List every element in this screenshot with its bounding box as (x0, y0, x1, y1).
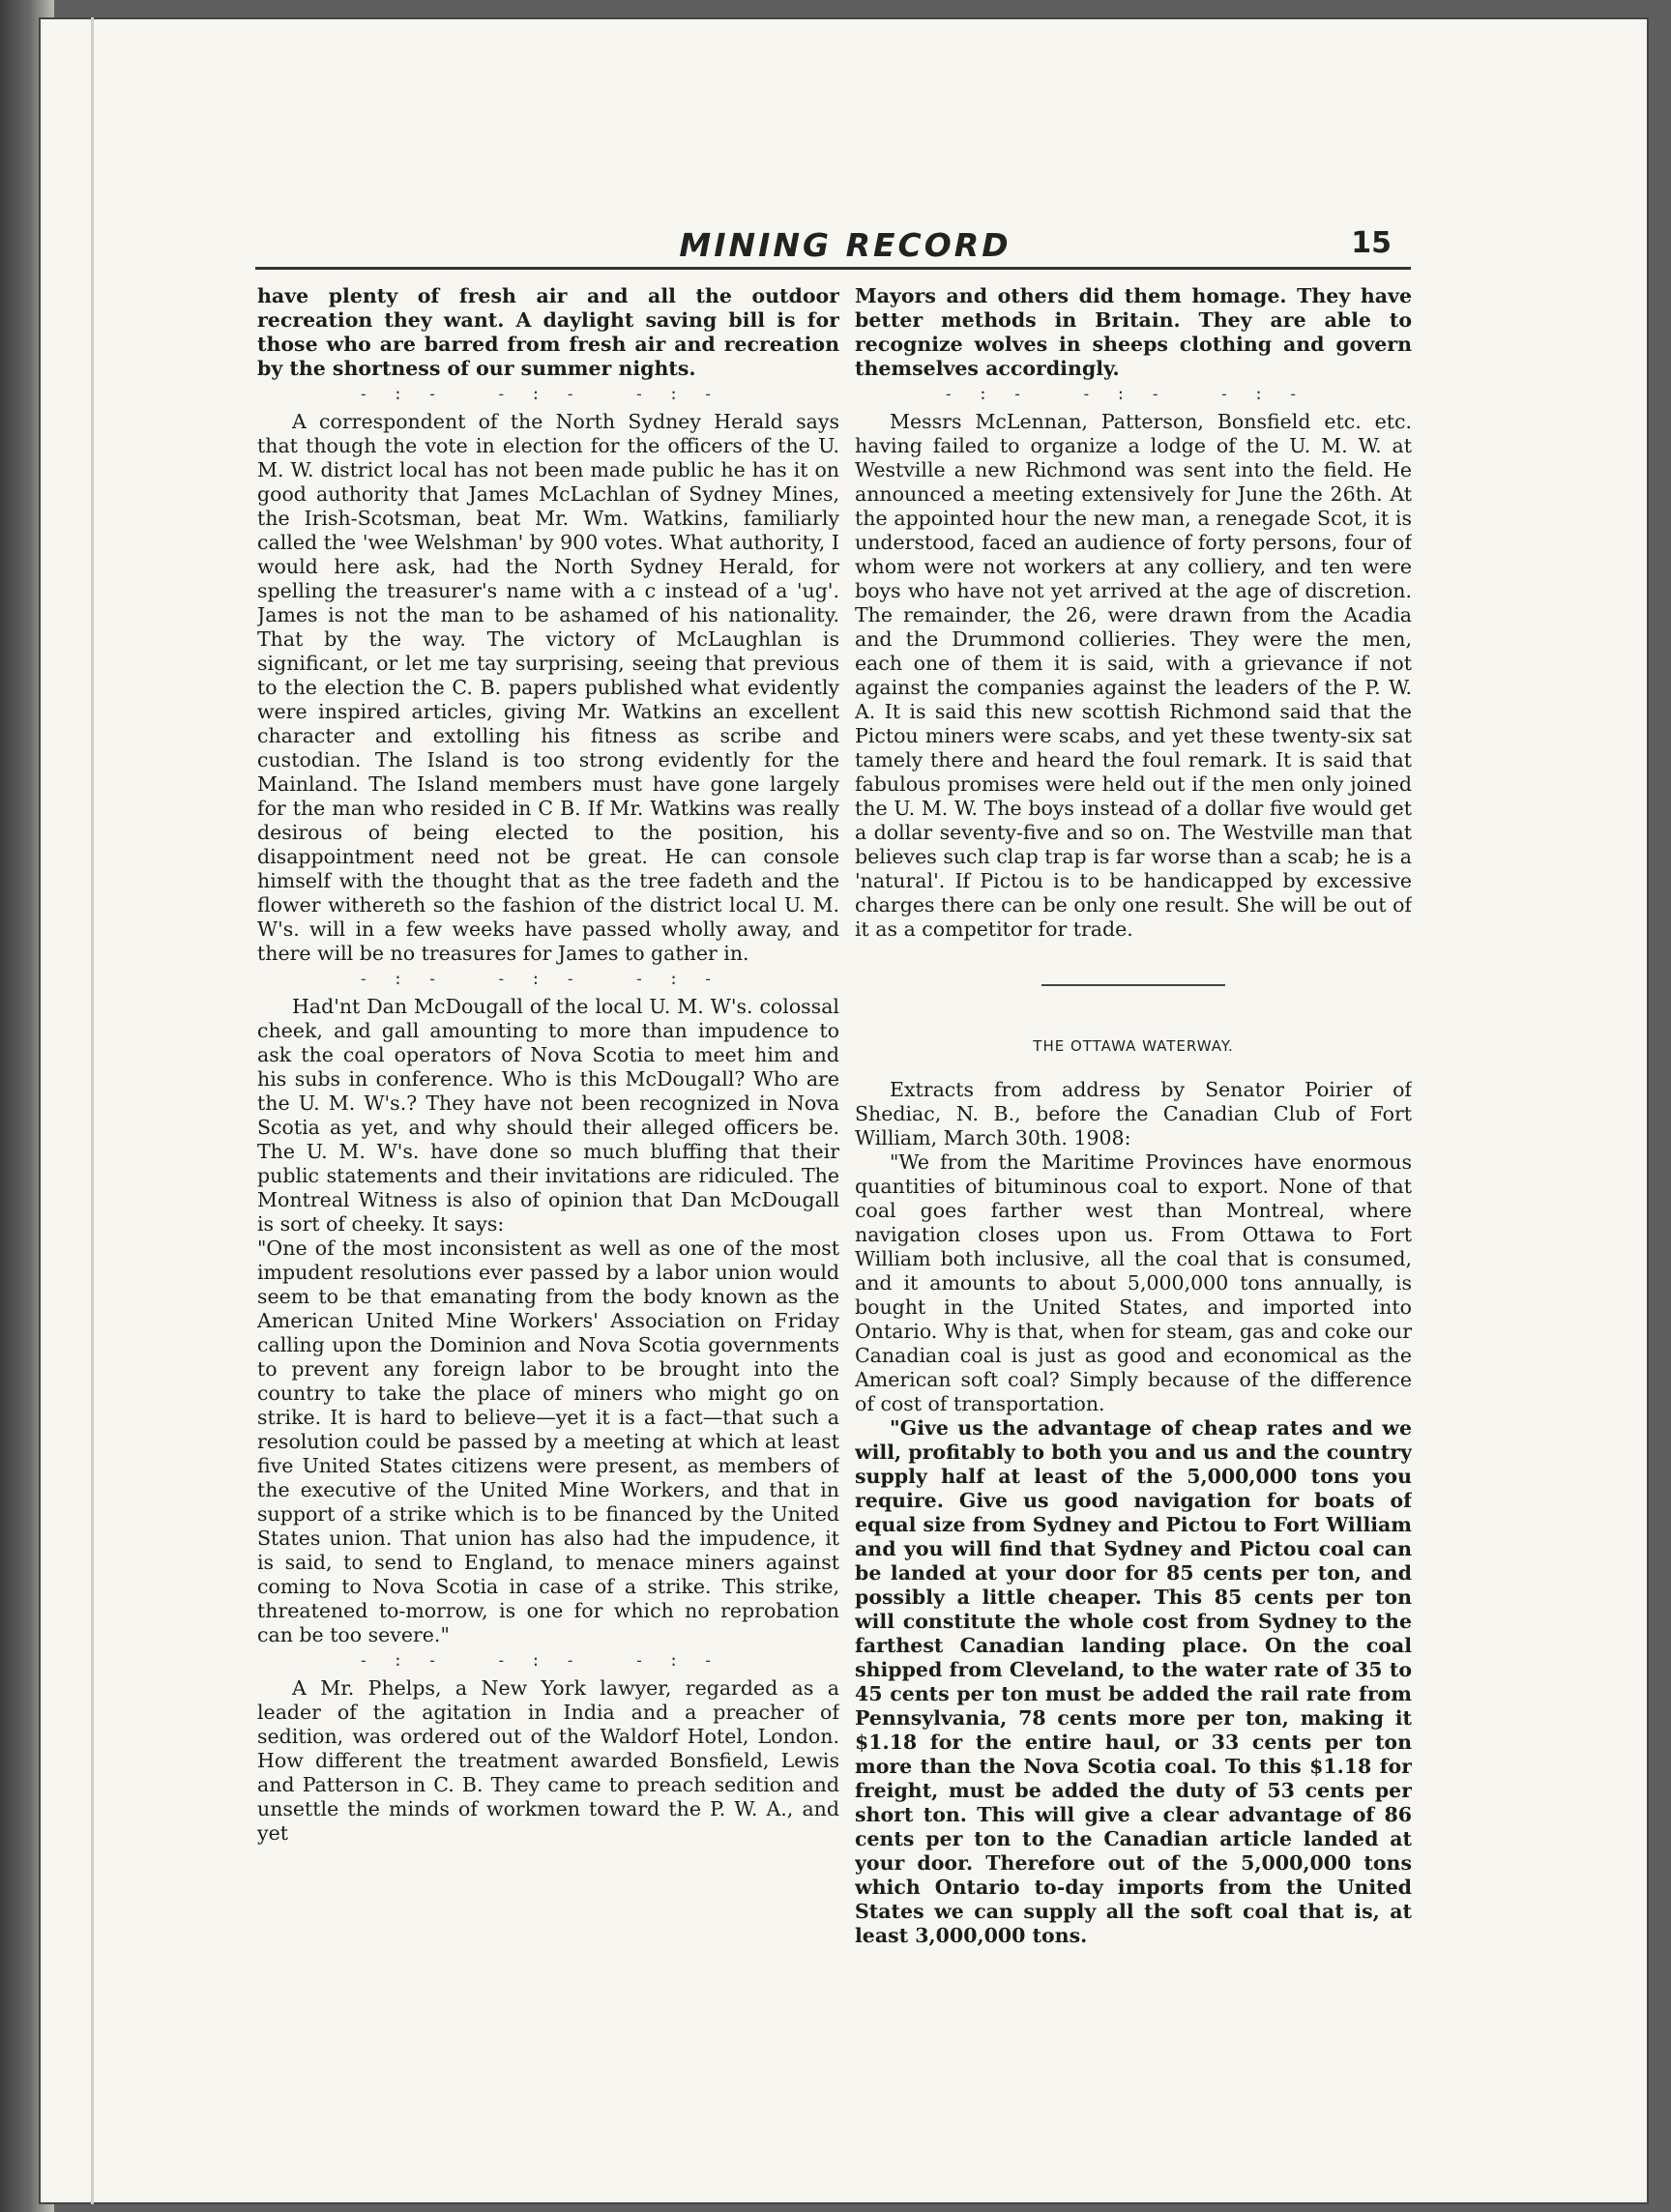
section-rule (1041, 984, 1225, 986)
left-column (257, 284, 839, 2015)
right-column (855, 284, 1412, 2015)
paragraph-maritime-coal: "We from the Maritime Provinces have enormous quantities of bituminous coal to export. None of that coal goes farther west than Montreal, where navigation closes upon us. From Ottawa to Fort William both inclusive, all the coal that is consumed, and it amounts to about 5,000,000 tons annually, is bought in the United States, and imported into Ontario. Why is that, when for steam, gas and coke our Canadian coal is just as good and economical as the American soft coal? Simply because of the difference of cost of transportation. (855, 1150, 1412, 1415)
article-heading: THE OTTAWA WATERWAY. (1033, 1037, 1234, 1055)
running-header (255, 226, 1411, 265)
binding-gutter (91, 17, 94, 2204)
paragraph-phelps: A Mr. Phelps, a New York lawyer, regarded as a leader of the agitation in India and a preacher of sedition, was ordered out of the Waldorf Hotel, London. How different the treatment awarded Bonsfield, Lewis and Patterson in C. B. They came to preach sedition and unsettle the minds of workmen toward the P. W. A., and yet (257, 1676, 839, 1845)
page-number: 15 (1351, 226, 1392, 260)
publication-title: MINING RECORD (679, 226, 1011, 264)
section-ornament: -:- -:- -:- (359, 385, 738, 403)
paragraph-montreal-witness-quote: "One of the most inconsistent as well as one of the most impudent resolutions ever passed by a labor union would seem to be that emanating from the body known as the American United Mine Workers' Association on Friday calling upon the Dominion and Nova Scotia governments to prevent any foreign labor to be brought into the country to take the place of miners who might go on strike. It is hard to believe—yet it is a fact—that such a resolution could be passed by a meeting at which at least five United States citizens were present, as members of the executive of the United Mine Workers, and that in support of a strike which is to be financed by the United States union. That union has also had the impudence, it is said, to send to England, to menace miners against coming to Nova Scotia in case of a strike. This strike, threatened to-morrow, is one for which no reprobation can be too severe." (257, 1237, 839, 1646)
paragraph-cheap-rates: "Give us the advantage of cheap rates and we will, profitably to both you and us and the country supply half at least of the 5,000,000 tons you require. Give us good navigation for boats of equal size from Sydney and Pictou to Fort William and you will find that Sydney and Pictou coal can be landed at your door for 85 cents per ton, and possibly a little cheaper. This 85 cents per ton will constitute the whole cost from Sydney to the farthest Canadian landing place. On the coal shipped from Cleveland, to the water rate of 35 to 45 cents per ton must be added the rail rate from Pennsylvania, 78 cents more per ton, making it $1.18 for the entire haul, or 33 cents per ton more than the Nova Scotia coal. To this $1.18 for freight, must be added the duty of 53 cents per short ton. This will give a clear advantage of 86 cents per ton to the Canadian article landed at your door. Therefore out of the 5,000,000 tons which Ontario to-day imports from the United States we can supply all the soft coal that is, at least 3,000,000 tons. (855, 1416, 1412, 1947)
paragraph-daylight-saving: have plenty of fresh air and all the outdoor recreation they want. A daylight saving bill is for those who are barred from fresh air and recreation by the shortness of our summer nights. (257, 284, 839, 380)
paragraph-mayors: Mayors and others did them homage. They have better methods in Britain. They are able to recognize wolves in sheeps clothing and govern themselves accordingly. (855, 284, 1412, 380)
section-ornament: -:- -:- -:- (359, 970, 738, 988)
section-ornament: -:- -:- -:- (944, 385, 1323, 403)
paragraph-mcdougall: Had'nt Dan McDougall of the local U. M. W's. colossal cheek, and gall amounting to more than impudence to ask the coal operators of Nova Scotia to meet him and his subs in conference. Who is this McDougall? Who are the U. M. W's.? They have not been recognized in Nova Scotia as yet, and why should their alleged officers be. The U. M. W's. have done so much bluffing that their public statements and their invitations are ridiculed. The Montreal Witness is also of opinion that Dan McDougall is sort of cheeky. It says: (257, 995, 839, 1236)
paragraph-extracts-intro: Extracts from address by Senator Poirier of Shediac, N. B., before the Canadian Club of Fort William, March 30th. 1908: (855, 1078, 1412, 1150)
header-rule (255, 267, 1411, 270)
paragraph-westville-meeting: Messrs McLennan, Patterson, Bonsfield etc. etc. having failed to organize a lodge of the U. M. W. at Westville a new Richmond was sent into the field. He announced a meeting extensively for June the 26th. At the appointed hour the new man, a renegade Scot, it is understood, faced an audience of forty persons, four of whom were not workers at any colliery, and ten were boys who have not yet arrived at the age of discretion. The remainder, the 26, were drawn from the Acadia and the Drummond collieries. They were the men, each one of them it is said, with a grievance if not against the companies against the leaders of the P. W. A. It is said this new scottish Richmond said that the Pictou miners were scabs, and yet these twenty-six sat tamely there and heard the foul remark. It is said that fabulous promises were held out if the men only joined the U. M. W. The boys instead of a dollar five would get a dollar seventy-five and so on. The Westville man that believes such clap trap is far worse than a scab; he is a 'natural'. If Pictou is to be handicapped by excessive charges there can be only one result. She will be out of it as a competitor for trade. (855, 410, 1412, 941)
paragraph-union-election: A correspondent of the North Sydney Herald says that though the vote in election for the officers of the U. M. W. district local has not been made public he has it on good authority that James McLachlan of Sydney Mines, the Irish-Scotsman, beat Mr. Wm. Watkins, familiarly called the 'wee Welshman' by 900 votes. What authority, I would here ask, had the North Sydney Herald, for spelling the treasurer's name with a c instead of a 'ug'. James is not the man to be ashamed of his nationality. That by the way. The victory of McLaughlan is significant, or let me tay surprising, seeing that previous to the election the C. B. papers published what evidently were inspired articles, giving Mr. Watkins an excellent character and extolling his fitness as scribe and custodian. The Island is too strong evidently for the Mainland. The Island members must have gone largely for the man who resided in C B. If Mr. Watkins was really desirous of being elected to the position, his disappointment need not be great. He can console himself with the thought that as the tree fadeth and the flower withereth so the fashion of the district local U. M. W's. will in a few weeks have passed wholly away, and there will be no treasures for James to gather in. (257, 410, 839, 965)
section-ornament: -:- -:- -:- (359, 1651, 738, 1670)
